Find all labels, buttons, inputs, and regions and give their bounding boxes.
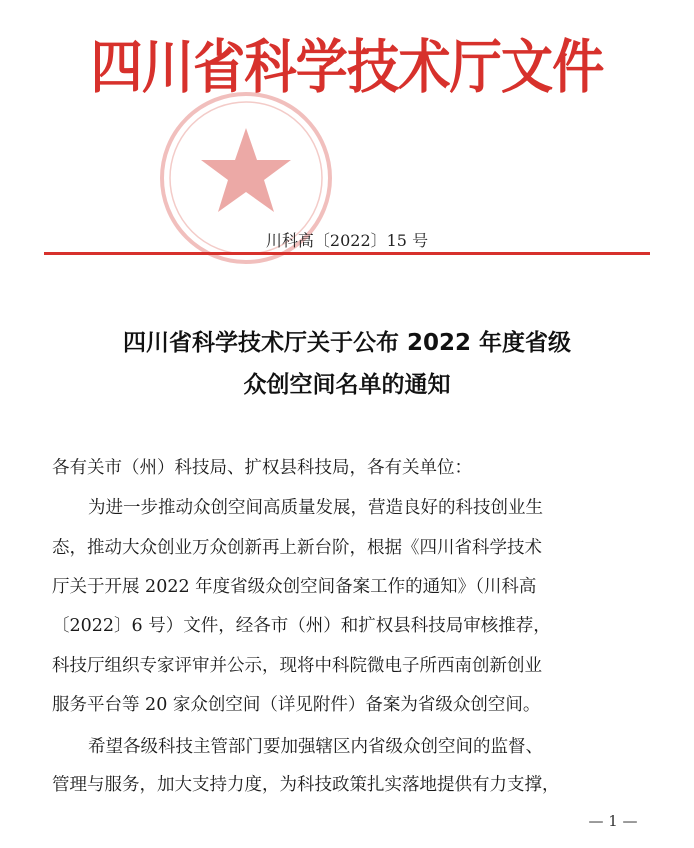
body-line: 希望各级科技主管部门要加强辖区内省级众创空间的监督、 — [88, 737, 543, 757]
body-line: 〔2022〕6 号）文件，经各市（州）和扩权县科技局审核推荐， — [52, 616, 551, 636]
notice-title — [0, 322, 694, 406]
notice-title-line-2: 众创空间名单的通知 — [243, 372, 451, 398]
body-line: 厅关于开展 2022 年度省级众创空间备案工作的通知》（川科高 — [52, 577, 537, 597]
salutation: 各有关市（州）科技局、扩权县科技局，各有关单位： — [52, 458, 472, 478]
body-line: 态，推动大众创业万众创新再上新台阶，根据《四川省科学技术 — [52, 538, 542, 558]
body-line: 管理与服务，加大支持力度，为科技政策扎实落地提供有力支撑， — [52, 775, 560, 795]
notice-title-line-1: 四川省科学技术厅关于公布 2022 年度省级 — [122, 330, 572, 356]
document-header-title: 四川省科学技术厅文件 — [90, 33, 604, 101]
red-divider-line — [44, 252, 650, 255]
body-line: 科技厅组织专家评审并公示，现将中科院微电子所西南创新创业 — [52, 656, 542, 676]
body-line: 为进一步推动众创空间高质量发展，营造良好的科技创业生 — [88, 498, 543, 518]
page-number: — 1 — — [588, 812, 638, 830]
document-number: 川科高〔2022〕15 号 — [265, 231, 429, 250]
body-line: 服务平台等 20 家众创空间（详见附件）备案为省级众创空间。 — [52, 695, 541, 715]
